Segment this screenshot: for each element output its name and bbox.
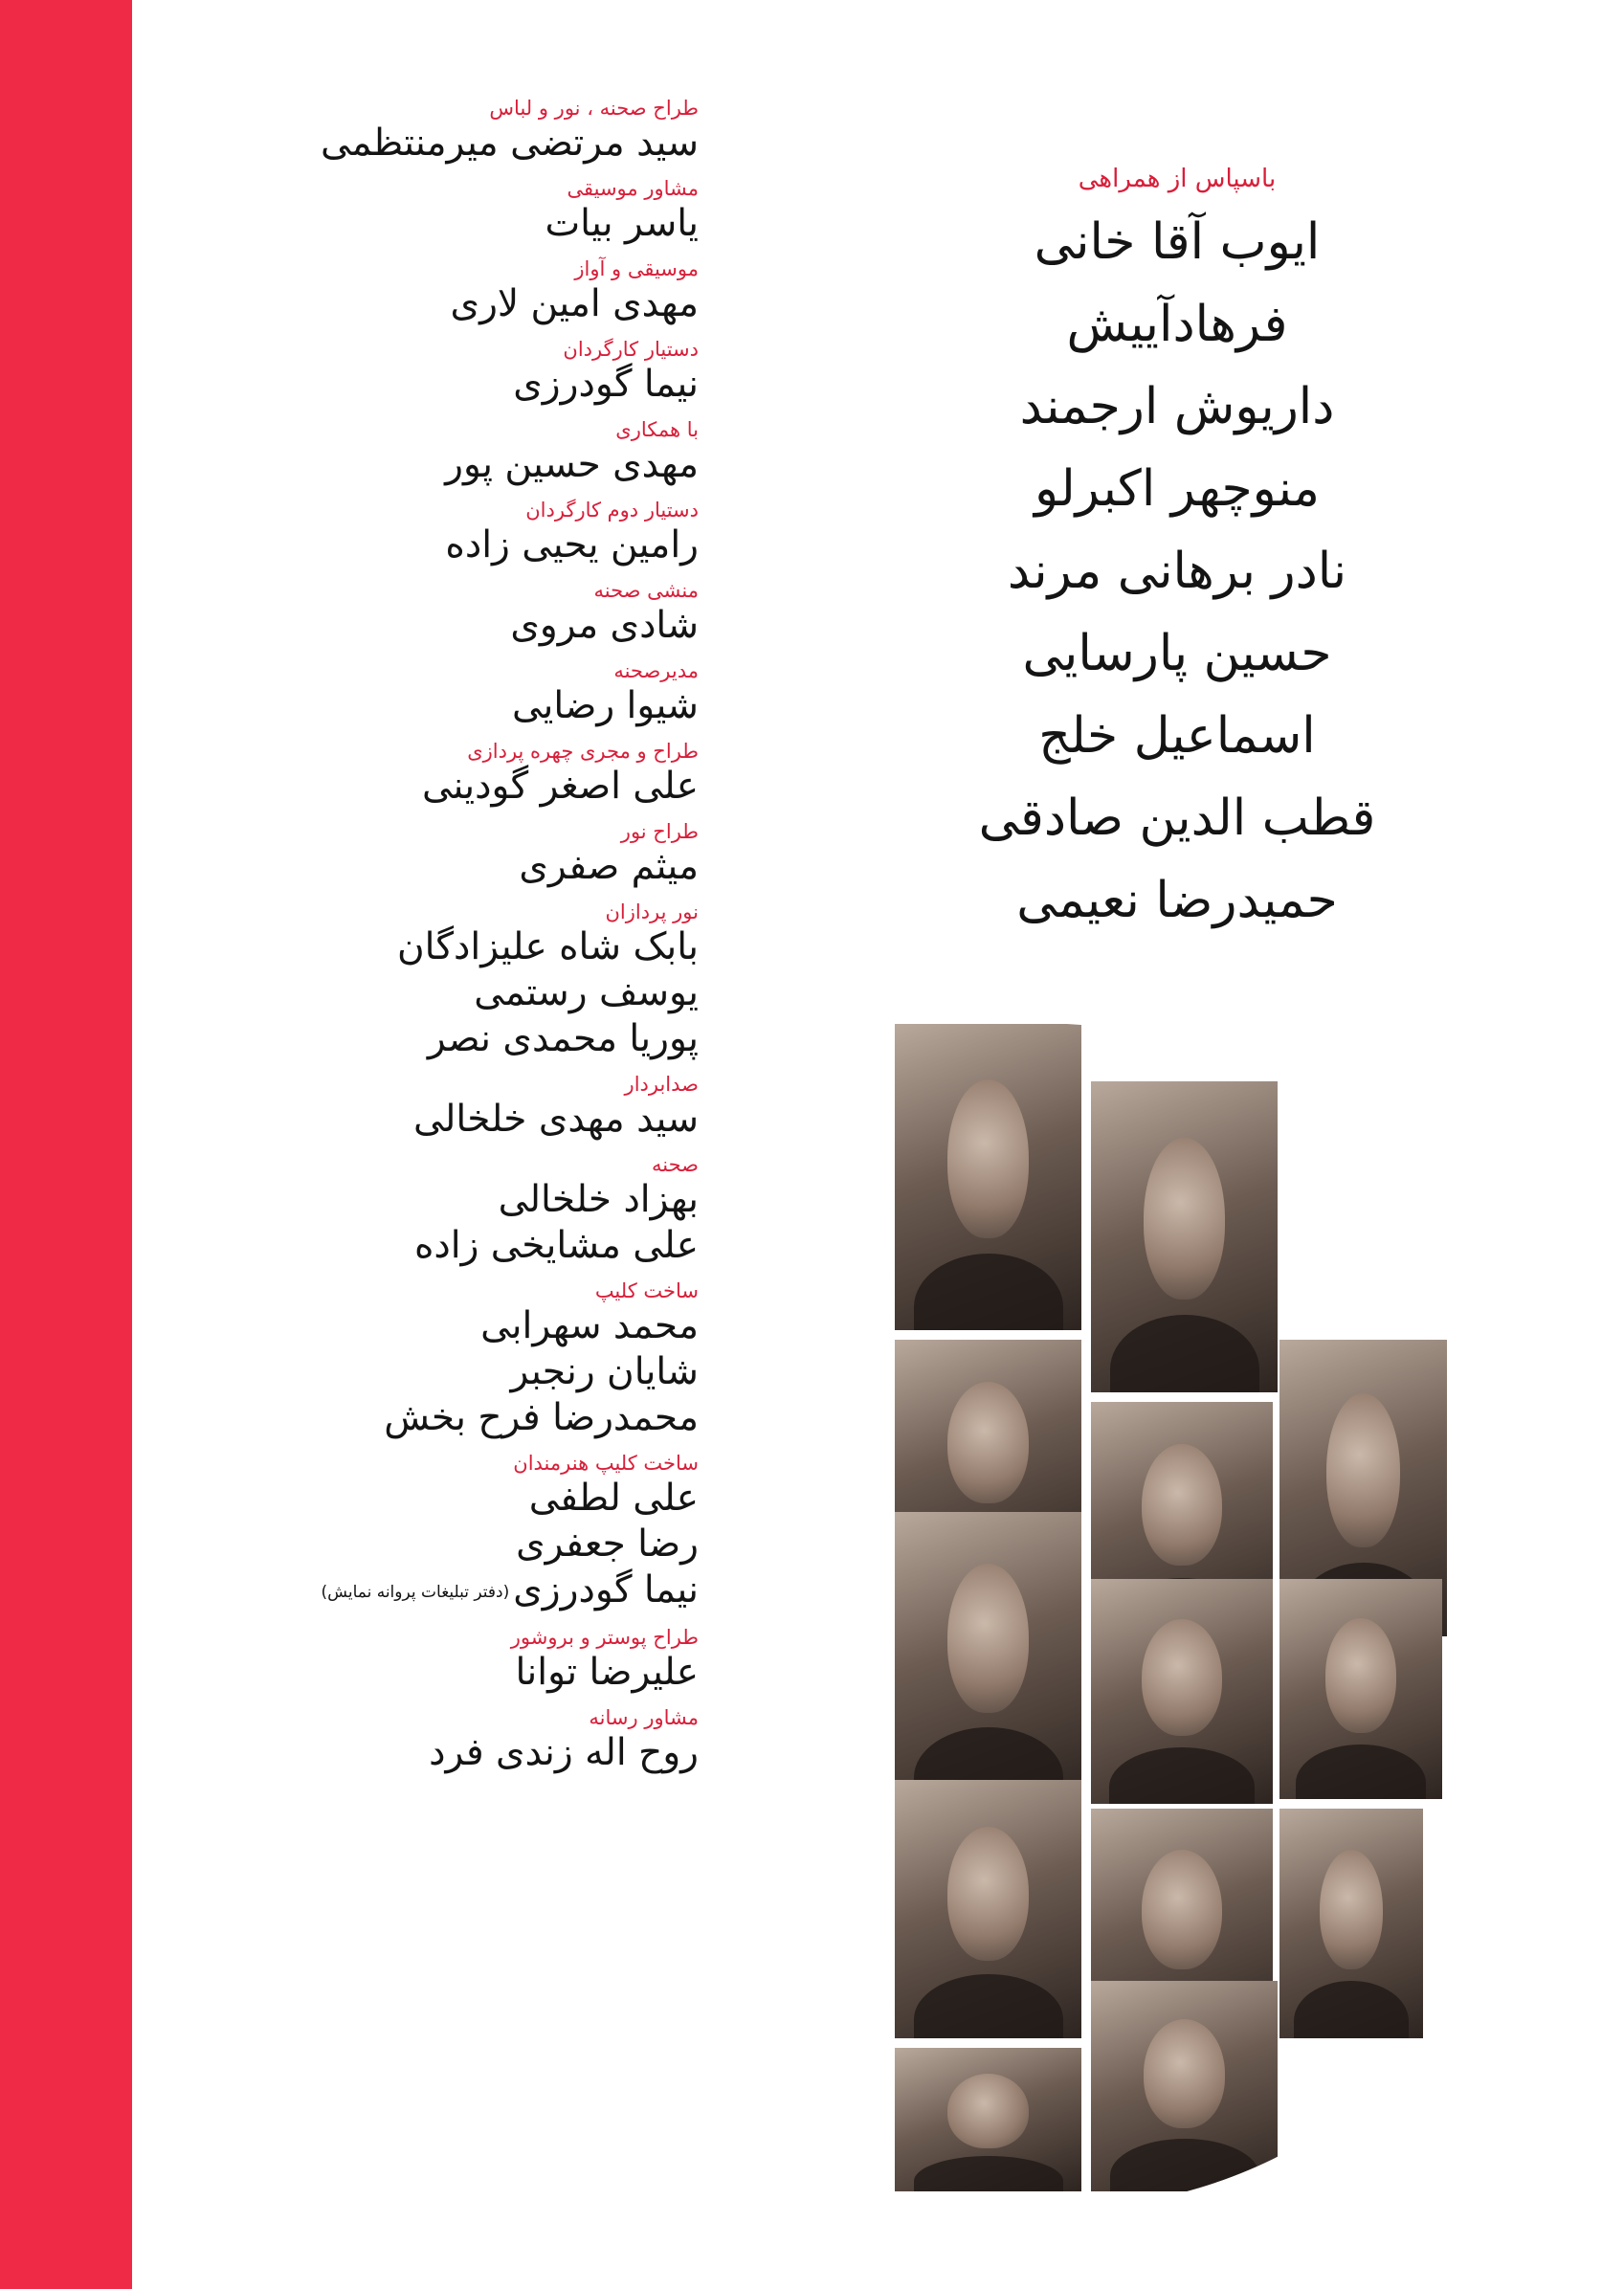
credit-role: ساخت کلیپ (594, 1279, 699, 1302)
thanks-name: فرهادآییش (1066, 296, 1288, 353)
credit-name: علی اصغر گودینی (422, 765, 699, 808)
portrait-photo (895, 1512, 1081, 1799)
portrait-photo (1091, 1579, 1273, 1804)
credit-name: سید مهدی خلخالی (412, 1098, 699, 1141)
thanks-name: حسین پارسایی (1022, 625, 1332, 682)
thanks-name: قطب الدین صادقی (978, 789, 1376, 847)
credit-role: مدیرصحنه (613, 659, 699, 682)
credit-name: رامین یحیی زاده (445, 523, 699, 567)
credit-name: محمدرضا فرح بخش (384, 1396, 699, 1439)
credit-role: منشی صحنه (593, 579, 699, 602)
credit-name: رضا جعفری (516, 1522, 699, 1566)
credit-name: بابک شاه علیزادگان (396, 925, 699, 968)
thanks-title: باسپاس از همراهی (1078, 165, 1277, 193)
thanks-block (947, 163, 1407, 942)
credits-list (163, 96, 699, 1776)
credit-role: مشاور موسیقی (567, 177, 699, 200)
thanks-name: حمیدرضا نعیمی (1016, 872, 1338, 929)
credit-name: محمد سهرابی (480, 1304, 699, 1347)
portrait-photo (1279, 1809, 1423, 2038)
portrait-photo (895, 2048, 1081, 2191)
credit-role: صدابردار (624, 1073, 699, 1096)
credit-role: دستیار دوم کارگردان (525, 499, 699, 522)
credit-name: بهزاد خلخالی (498, 1178, 699, 1221)
credit-role: طراح صحنه ، نور و لباس (489, 97, 699, 120)
credit-role: طراح و مجری چهره پردازی (467, 740, 699, 763)
credit-role: طراح نور (620, 820, 699, 843)
thanks-names (947, 201, 1407, 942)
portrait-photo (1279, 1579, 1442, 1799)
credit-name: شادی مروی (510, 604, 699, 647)
credit-name: روح اله زندی فرد (429, 1730, 699, 1774)
credit-name: پوریا محمدی نصر (427, 1017, 699, 1060)
credit-role: صحنه (652, 1153, 699, 1176)
credit-role: موسیقی و آواز (574, 257, 699, 280)
portrait-photo (1091, 1081, 1278, 1392)
thanks-name: نادر برهانی مرند (1007, 543, 1347, 600)
portrait-photo (1091, 1981, 1278, 2191)
thanks-name: داریوش ارجمند (1019, 378, 1335, 435)
thanks-name: اسماعیل خلج (1038, 707, 1316, 765)
credit-role: ساخت کلیپ هنرمندان (513, 1452, 699, 1475)
credit-name: یاسر بیات (545, 202, 699, 245)
portrait-photo (895, 1780, 1081, 2038)
credit-name: نیما گودرزی(دفتر تبلیغات پروانه نمایش) (321, 1568, 699, 1611)
portrait-collage (895, 1024, 1488, 2191)
credit-name: علیرضا توانا (515, 1650, 699, 1694)
credit-name: یوسف رستمی (474, 971, 699, 1014)
credit-note: (دفتر تبلیغات پروانه نمایش) (321, 1582, 510, 1602)
credit-name: نیما گودرزی (513, 363, 699, 406)
portrait-photo (895, 1024, 1081, 1330)
credit-name: علی لطفی (528, 1477, 699, 1520)
credit-name: مهدی حسین پور (445, 443, 699, 486)
thanks-name: ایوب آقا خانی (1034, 213, 1321, 271)
credit-name: علی مشایخی زاده (413, 1224, 699, 1267)
red-side-strip (0, 0, 132, 2289)
credit-role: نور پردازان (605, 900, 699, 923)
credit-role: مشاور رسانه (589, 1705, 699, 1729)
credit-name: شایان رنجبر (510, 1350, 699, 1393)
credit-name: شیوا رضایی (511, 684, 699, 727)
credit-role: دستیار کارگردان (563, 338, 699, 361)
credit-role: با همکاری (615, 418, 699, 441)
credit-name: مهدی امین لاری (450, 282, 699, 325)
credit-role: طراح پوستر و بروشور (510, 1625, 699, 1649)
credit-name: میثم صفری (519, 845, 699, 888)
credit-name: سید مرتضی میرمنتظمی (321, 122, 699, 165)
thanks-name: منوچهر اکبرلو (1034, 460, 1321, 518)
